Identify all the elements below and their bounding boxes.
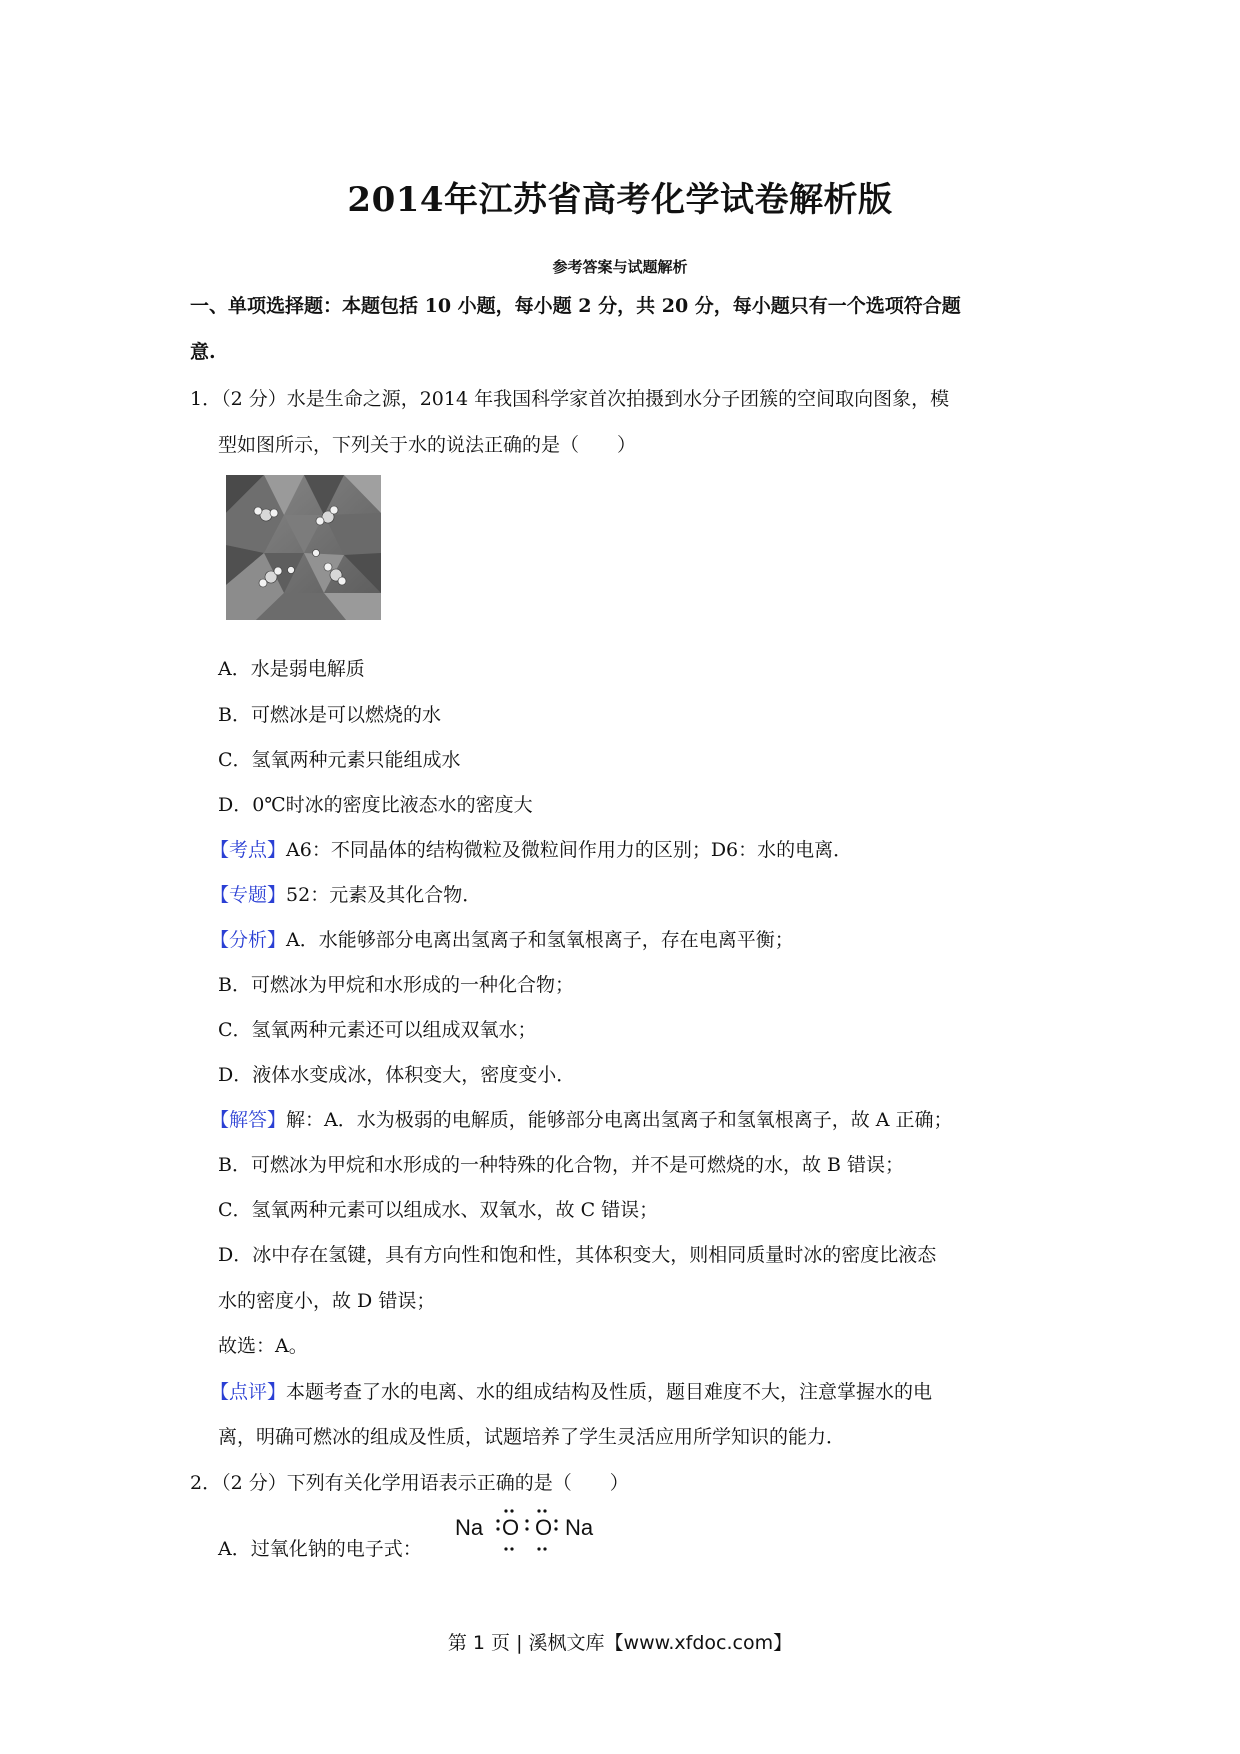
jieda-line: 解：A．水为极弱的电解质，能够部分电离出氢离子和氢氧根离子，故 A 正确；	[286, 1109, 953, 1131]
q2-option-a: A．过氧化钠的电子式：	[218, 1538, 422, 1560]
q1-zhuanti	[210, 884, 481, 906]
dianping-tag: 【点评】	[210, 1381, 287, 1403]
water-cluster-figure	[226, 475, 381, 620]
fenxi-line: A．水能够部分电离出氢离子和氢氧根离子，存在电离平衡；	[286, 929, 794, 951]
formula-na-left: Na	[455, 1515, 484, 1540]
q1-stem-line1: 1．（2 分）水是生命之源，2014 年我国科学家首次拍摄到水分子团簇的空间取向图象，模	[190, 388, 950, 410]
kaodian-text: A6：不同晶体的结构微粒及微粒间作用力的区别；D6：水的电离．	[286, 839, 853, 861]
zhuanti-text: 52：元素及其化合物．	[286, 884, 482, 906]
dianping-line2: 离，明确可燃冰的组成及性质，试题培养了学生灵活应用所学知识的能力．	[218, 1426, 846, 1448]
page-footer: 第 1 页 | 溪枫文库【www.xfdoc.com】	[447, 1632, 793, 1654]
q1-stem-line2: 型如图所示，下列关于水的说法正确的是（ ）	[218, 434, 637, 456]
fenxi-line: B．可燃冰为甲烷和水形成的一种化合物；	[218, 974, 574, 996]
q1-option-b: B．可燃冰是可以燃烧的水	[218, 704, 441, 726]
dianping-line1: 本题考查了水的电离、水的组成结构及性质，题目难度不大，注意掌握水的电	[286, 1381, 933, 1403]
q1-jieda	[210, 1109, 953, 1131]
q2-stem: 2．（2 分）下列有关化学用语表示正确的是（ ）	[190, 1472, 629, 1494]
kaodian-tag: 【考点】	[210, 839, 287, 861]
jieda-line: 故选：A。	[218, 1335, 308, 1357]
jieda-line: 水的密度小，故 D 错误；	[218, 1290, 436, 1312]
q1-option-a: A．水是弱电解质	[218, 658, 365, 680]
q1-option-d: D．0℃时冰的密度比液态水的密度大	[218, 794, 533, 816]
section-heading-line1: 一、单项选择题：本题包括 10 小题，每小题 2 分，共 20 分，每小题只有一个选项符合题	[190, 295, 961, 317]
formula-o2: O	[535, 1515, 553, 1540]
sodium-peroxide-electron-formula	[455, 1505, 600, 1555]
zhuanti-tag: 【专题】	[210, 884, 287, 906]
fenxi-line: C．氢氧两种元素还可以组成双氧水；	[218, 1019, 537, 1041]
jieda-tag: 【解答】	[210, 1109, 287, 1131]
fenxi-tag: 【分析】	[210, 929, 287, 951]
jieda-line: C．氢氧两种元素可以组成水、双氧水，故 C 错误；	[218, 1199, 659, 1221]
q1-fenxi	[210, 929, 794, 951]
q1-kaodian	[210, 839, 852, 861]
section-heading-line2: 意.	[190, 341, 216, 363]
fenxi-line: D．液体水变成冰，体积变大，密度变小．	[218, 1064, 576, 1086]
q1-dianping	[210, 1381, 932, 1403]
formula-o1: O	[502, 1515, 520, 1540]
document-subtitle: 参考答案与试题解析	[552, 258, 688, 276]
jieda-line: D．冰中存在氢键，具有方向性和饱和性，其体积变大，则相同质量时冰的密度比液态	[218, 1244, 937, 1266]
jieda-line: B．可燃冰为甲烷和水形成的一种特殊的化合物，并不是可燃烧的水，故 B 错误；	[218, 1154, 905, 1176]
q1-option-c: C．氢氧两种元素只能组成水	[218, 749, 461, 771]
document-title: 2014年江苏省高考化学试卷解析版	[347, 180, 893, 220]
formula-na-right: Na	[565, 1515, 594, 1540]
